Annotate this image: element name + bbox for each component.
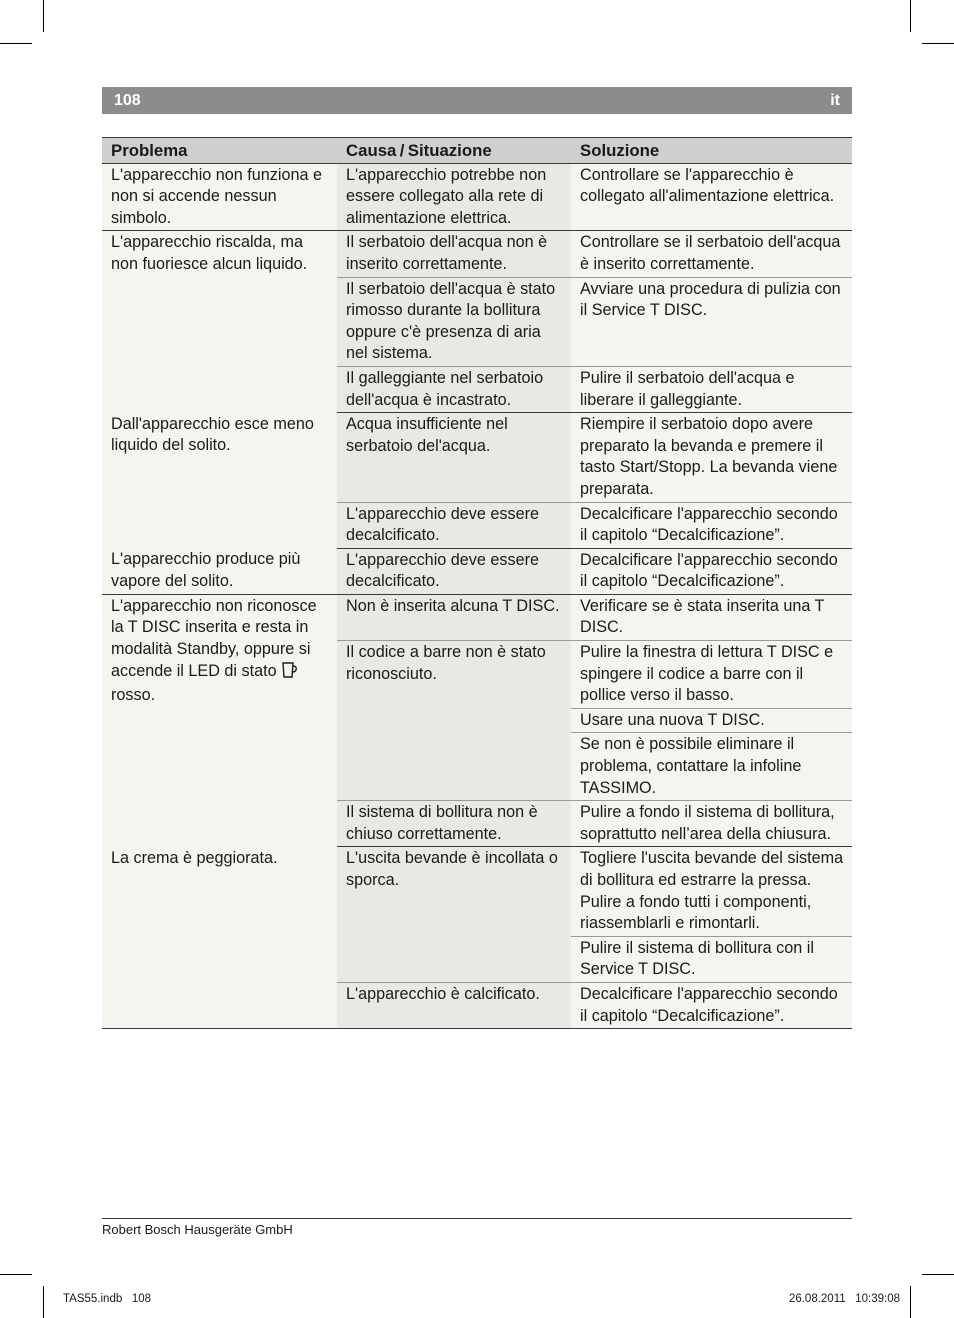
cause-cell: Il sistema di bollitura non è chiuso correttamente. (337, 801, 571, 847)
table-row (102, 231, 852, 277)
crop-mark (0, 43, 32, 44)
problem-cell: L'apparecchio riscalda, ma non fuoriesce alcun liquido. (102, 231, 337, 413)
solution-cell: Decalcificare l'apparecchio secondo il capitolo “Decalcificazione”. (571, 548, 852, 594)
crop-mark (0, 1274, 32, 1275)
crop-mark (922, 1274, 954, 1275)
table-row (102, 548, 852, 594)
problem-cell: L'apparecchio non funziona e non si accende nessun simbolo. (102, 163, 337, 231)
solution-cell: Controllare se il serbatoio dell'acqua è inserito correttamente. (571, 231, 852, 277)
solution-cell: Pulire il serbatoio dell'acqua e liberare il galleggiante. (571, 366, 852, 412)
cause-cell: L'uscita bevande è incollata o sporca. (337, 847, 571, 983)
column-header-problem: Problema (102, 138, 337, 164)
table-row (102, 847, 852, 936)
solution-cell: Verificare se è stata inserita una T DISC. (571, 594, 852, 640)
cause-cell: Non è inserita alcuna T DISC. (337, 594, 571, 640)
solution-cell: Se non è possibile eliminare il problema, contattare la infoline TASSIMO. (571, 733, 852, 801)
slug-file: TAS55.indb 108 (63, 1293, 152, 1305)
cause-cell: Il galleggiante nel serbatoio dell'acqua è incastrato. (337, 366, 571, 412)
table-body (102, 163, 852, 1029)
solution-cell: Pulire a fondo il sistema di bollitura, soprattutto nell’area della chiusura. (571, 801, 852, 847)
problem-cell: Dall'apparecchio esce meno liquido del solito. (102, 413, 337, 549)
crop-mark (922, 43, 954, 44)
table-row (102, 594, 852, 640)
cause-cell: Il serbatoio dell'acqua è stato rimosso durante la bollitura oppure c'è presenza di aria nel sistema. (337, 277, 571, 366)
solution-cell: Pulire il sistema di bollitura con il Service T DISC. (571, 936, 852, 982)
problem-text: rosso. (111, 686, 156, 705)
slug-datetime: 26.08.2011 10:39:08 (788, 1293, 900, 1305)
footer-company: Robert Bosch Hausgeräte GmbH (102, 1222, 293, 1237)
footer-divider (102, 1218, 852, 1219)
solution-cell: Decalcificare l'apparecchio secondo il capitolo “Decalcificazione”. (571, 502, 852, 548)
cause-cell: L'apparecchio è calcificato. (337, 982, 571, 1028)
column-header-cause: Causa / Situazione (337, 138, 571, 164)
solution-cell: Decalcificare l'apparecchio secondo il capitolo “Decalcificazione”. (571, 982, 852, 1028)
cause-cell: L'apparecchio potrebbe non essere collegato alla rete di alimentazione elettrica. (337, 163, 571, 231)
cause-cell: Il codice a barre non è stato riconosciuto. (337, 641, 571, 801)
cause-cell: Il serbatoio dell'acqua non è inserito correttamente. (337, 231, 571, 277)
problem-cell: La crema è peggiorata. (102, 847, 337, 1029)
cause-cell: Acqua insufficiente nel serbatoio del'acqua. (337, 413, 571, 502)
crop-mark (43, 1286, 44, 1318)
problem-cell: L'apparecchio produce più vapore del solito. (102, 548, 337, 594)
troubleshooting-table (102, 137, 852, 1029)
cup-icon (281, 661, 297, 686)
solution-cell: Controllare se l'apparecchio è collegato all'alimentazione elettrica. (571, 163, 852, 231)
cause-cell: L'apparecchio deve essere decalcificato. (337, 548, 571, 594)
solution-cell: Riempire il serbatoio dopo avere preparato la bevanda e premere il tasto Start/Stopp. La bevanda viene preparata. (571, 413, 852, 502)
solution-cell: Usare una nuova T DISC. (571, 708, 852, 733)
table-row (102, 413, 852, 502)
page-header (102, 87, 852, 114)
table-row (102, 163, 852, 231)
column-header-solution: Soluzione (571, 138, 852, 164)
problem-cell (102, 594, 337, 847)
table-header-row (102, 138, 852, 164)
cause-cell: L'apparecchio deve essere decalcificato. (337, 502, 571, 548)
problem-text: L'apparecchio non riconosce la T DISC inserita e resta in modalità Standby, oppure si accende il LED di stato (111, 596, 317, 680)
solution-cell: Togliere l'uscita bevande del sistema di bollitura ed estrarre la pressa. Pulire a fondo tutti i componenti, riassemblarli e rimontarli. (571, 847, 852, 936)
crop-mark (43, 0, 44, 32)
language-code: it (830, 92, 840, 109)
crop-mark (910, 0, 911, 32)
solution-cell: Pulire la finestra di lettura T DISC e spingere il codice a barre con il pollice verso il basso. (571, 641, 852, 709)
page-number: 108 (114, 92, 141, 109)
solution-cell: Avviare una procedura di pulizia con il Service T DISC. (571, 277, 852, 366)
crop-mark (910, 1286, 911, 1318)
